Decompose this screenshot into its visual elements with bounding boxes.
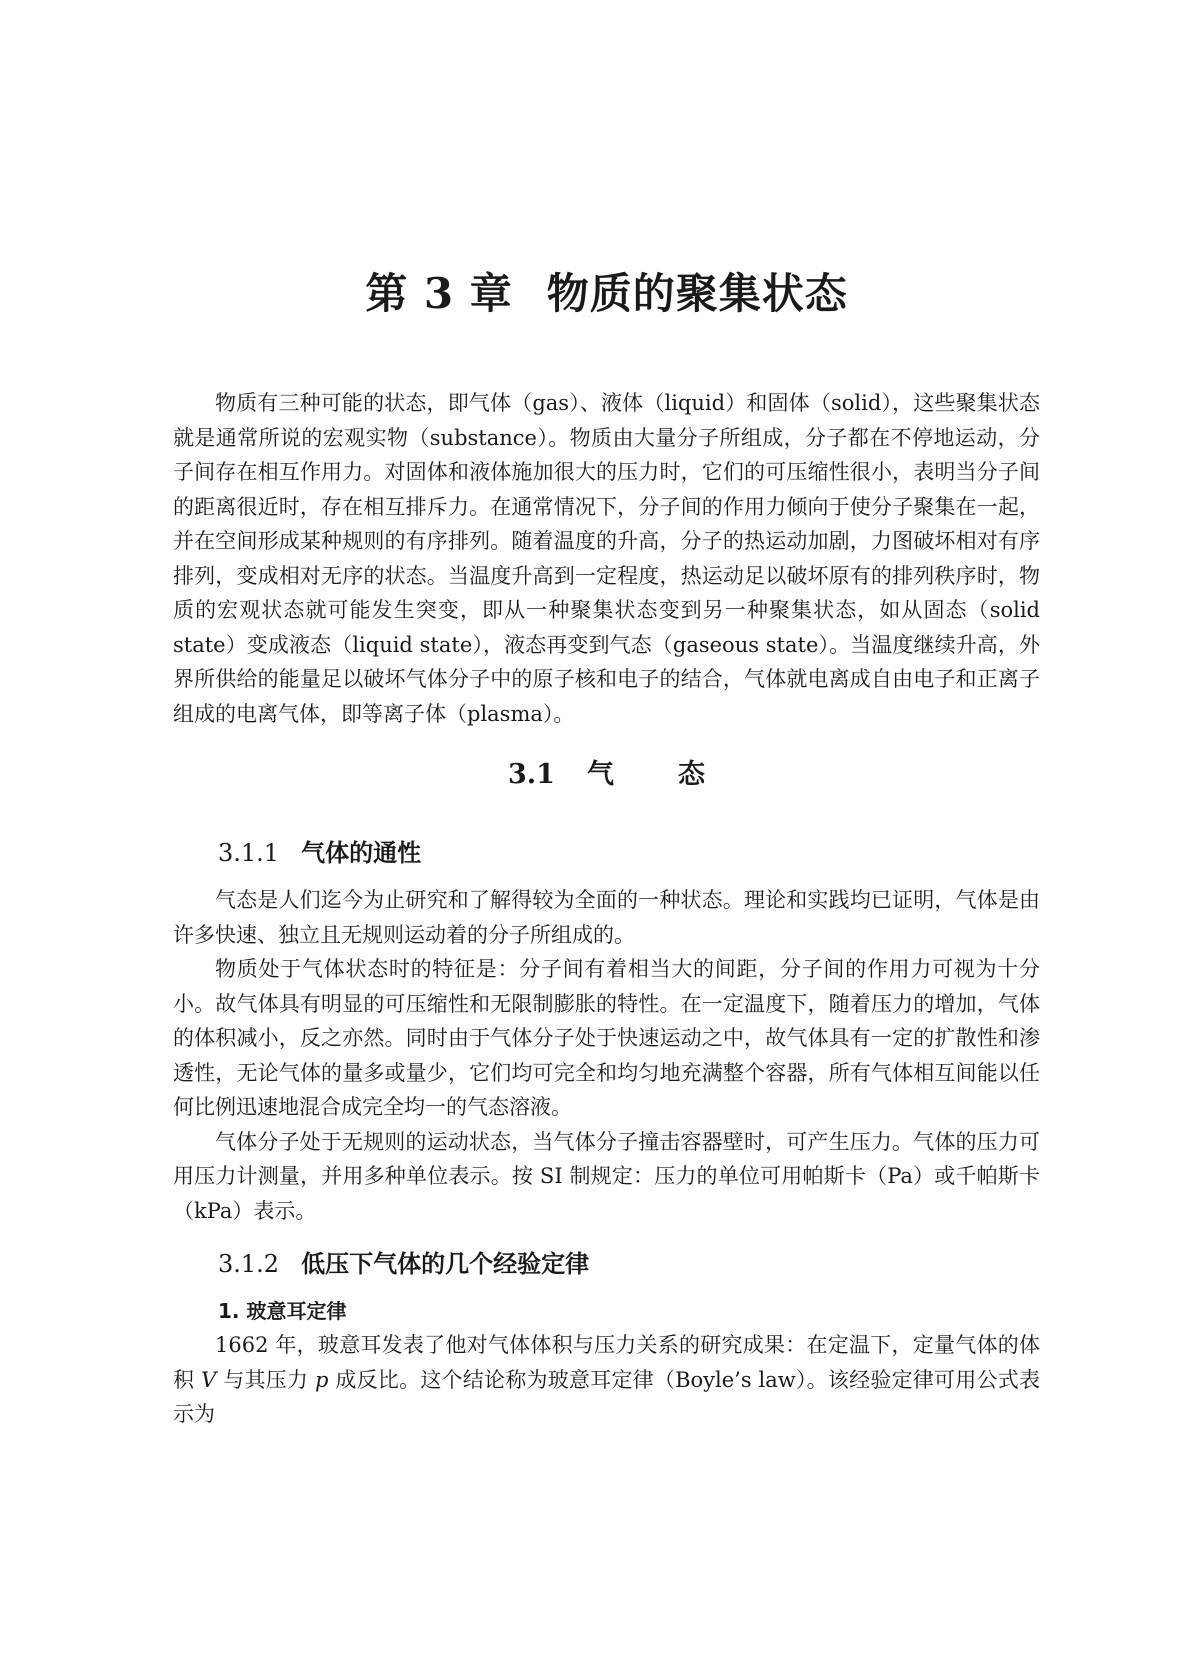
paragraph-text: 1662 年，玻意耳发表了他对气体体积与压力关系的研究成果：在定温下，定量气体的体积 <box>173 1333 1040 1392</box>
paragraph-text: 与其压力 <box>216 1367 316 1392</box>
chapter-title: 物质的聚集状态 <box>546 269 848 318</box>
subsection-title-2: 低压下气体的几个经验定律 <box>301 1250 590 1278</box>
paragraph: 气体分子处于无规则的运动状态，当气体分子撞击容器壁时，可产生压力。气体的压力可用压力计测量，并用多种单位表示。按 SI 制规定：压力的单位可用帕斯卡（Pa）或千帕斯卡（kPa）表示。 <box>173 1129 1040 1223</box>
subsection-number-2: 3.1.2 <box>218 1250 280 1278</box>
subsection-heading-2 <box>173 1246 1040 1282</box>
law-heading: 1. 玻意耳定律 <box>218 1299 347 1323</box>
intro-paragraph: 物质有三种可能的状态，即气体（gas）、液体（liquid）和固体（solid），这些聚集状态就是通常所说的宏观实物（substance）。物质由大量分子所组成，分子都在不停地运动，分子间存在相互作用力。对固体和液体施加很大的压力时，它们的可压缩性很小，表明当分子间的距离很近时，存在相互排斥力。在通常情况下，分子间的作用力倾向于使分子聚集在一起，并在空间形成某种规则的有序排列。随着温度的升高，分子的热运动加剧，力图破坏相对有序排列，变成相对无序的状态。当温度升高到一定程度，热运动足以破坏原有的排列秩序时，物质的宏观状态就可能发生突变，即从一种聚集状态变到另一种聚集状态，如从固态（solid state）变成液态（liquid state），液态再变到气态（gaseous state）。当温度继续升高，外界所供给的能量足以破坏气体分子中的原子核和电子的结合，气体就电离成自由电子和正离子组成的电离气体，即等离子体（plasma）。 <box>173 391 1040 726</box>
variable-p: p <box>315 1367 329 1392</box>
chapter-heading <box>173 264 1040 324</box>
paragraph-text: 成反比。这个结论称为玻意耳定律（Boyle’s law）。该经验定律可用公式表示为 <box>173 1367 1040 1426</box>
section-heading <box>173 755 1040 795</box>
paragraph: 物质处于气体状态时的特征是：分子间有着相当大的间距，分子间的作用力可视为十分小。故气体具有明显的可压缩性和无限制膨胀的特性。在一定温度下，随着压力的增加，气体的体积减小，反之亦然。同时由于气体分子处于快速运动之中，故气体具有一定的扩散性和渗透性，无论气体的量多或量少，它们均可完全和均匀地充满整个容器，所有气体相互间能以任何比例迅速地混合成完全均一的气态溶液。 <box>173 957 1040 1119</box>
section-title-part1: 气 <box>586 759 614 790</box>
section-number: 3.1 <box>508 759 555 790</box>
subsection-title-1: 气体的通性 <box>301 839 422 867</box>
chapter-number: 第 3 章 <box>365 269 513 318</box>
variable-v: V <box>201 1367 217 1392</box>
subsection-number-1: 3.1.1 <box>218 839 280 867</box>
boyle-law-paragraph <box>173 1328 1040 1432</box>
page-content <box>173 250 1040 1432</box>
paragraph: 气态是人们迄今为止研究和了解得较为全面的一种状态。理论和实践均已证明，气体是由许多快速、独立且无规则运动着的分子所组成的。 <box>173 888 1040 947</box>
subsection-heading-1 <box>173 835 1040 871</box>
section-title-part2: 态 <box>677 759 705 790</box>
